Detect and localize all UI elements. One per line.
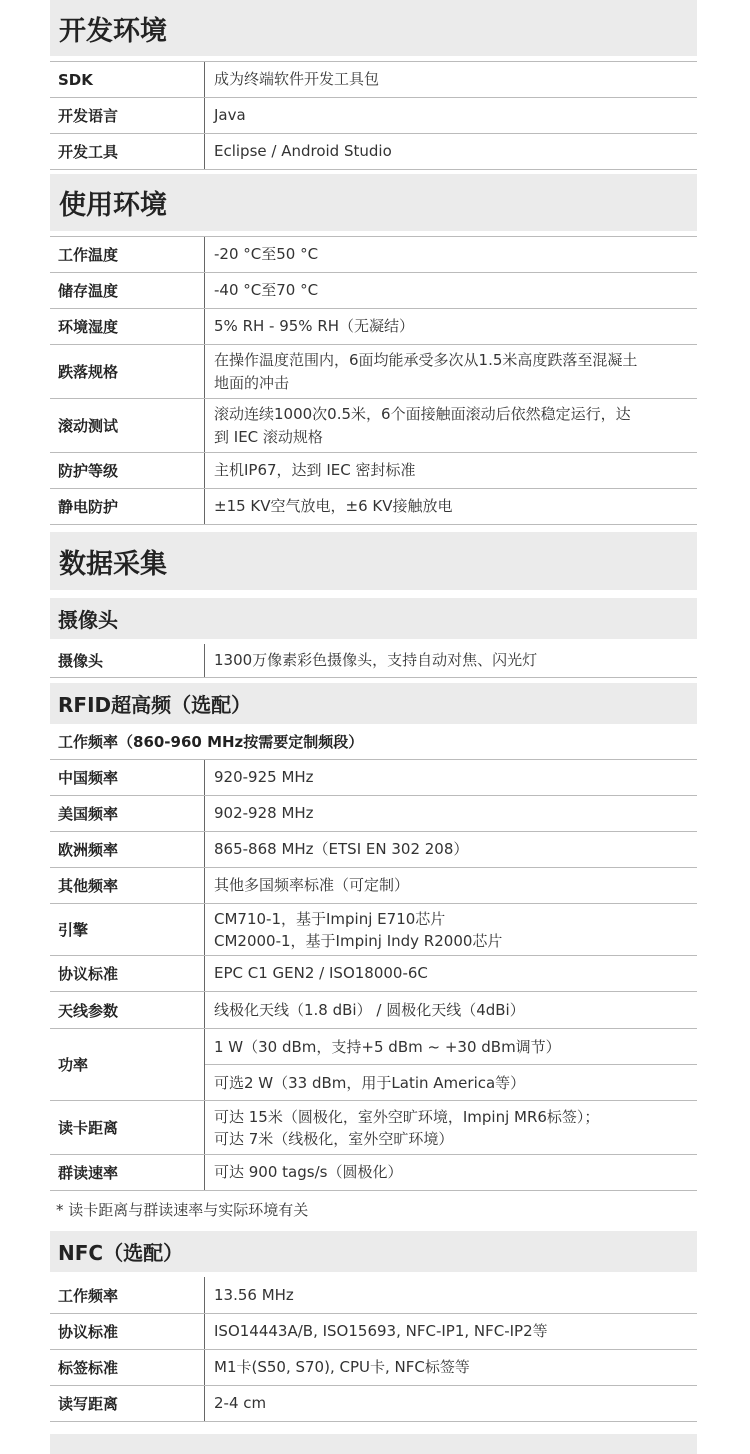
spec-row (50, 61, 697, 98)
spec-value: 13.56 MHz (204, 1277, 697, 1313)
rfid-frequency-note: 工作频率（860-960 MHz按需要定制频段） (50, 724, 697, 760)
spec-value (204, 345, 697, 398)
spec-value: 865-868 MHz（ETSI EN 302 208） (204, 832, 697, 867)
spec-value: ISO14443A/B, ISO15693, NFC-IP1, NFC-IP2等 (204, 1314, 697, 1349)
spec-value-line: 滚动连续1000次0.5米，6个面接触面滚动后依然稳定运行，达 (214, 404, 631, 423)
spec-row (50, 1350, 697, 1386)
spec-row (50, 832, 697, 868)
spec-value-group (204, 1029, 697, 1100)
spec-value (204, 1101, 697, 1154)
spec-value-line: CM710-1，基于Impinj E710芯片 (214, 909, 446, 928)
spec-value: 可达 900 tags/s（圆极化） (204, 1155, 697, 1190)
spec-row (50, 904, 697, 956)
spec-label: 美国频率 (58, 805, 119, 823)
spec-label: 中国频率 (58, 769, 119, 787)
spec-label: 工作频率 (58, 1286, 119, 1305)
spec-label: 防护等级 (58, 462, 119, 480)
spec-value: 成为终端软件开发工具包 (204, 62, 697, 97)
spec-value: 线极化天线（1.8 dBi） / 圆极化天线（4dBi） (204, 992, 697, 1028)
spec-value-line: 到 IEC 滚动规格 (214, 427, 323, 446)
spec-row (50, 992, 697, 1029)
spec-value: 2-4 cm (204, 1386, 697, 1421)
spec-row (50, 453, 697, 489)
spec-label: 环境湿度 (58, 318, 119, 336)
subsection-title: 摄像头 (58, 608, 118, 632)
section-header-dev-env (50, 0, 697, 56)
spec-value: EPC C1 GEN2 / ISO18000-6C (204, 956, 697, 991)
subsection-title: RFID超高频（选配） (58, 693, 252, 717)
spec-value: ±15 KV空气放电，±6 KV接触放电 (204, 489, 697, 524)
spec-row (50, 1155, 697, 1191)
subsection-title: NFC（选配） (58, 1241, 184, 1265)
spec-label: 跌落规格 (58, 363, 119, 381)
spec-row (50, 1386, 697, 1422)
spec-row (50, 796, 697, 832)
spec-label: 引擎 (58, 921, 89, 939)
spec-label: 天线参数 (58, 1001, 119, 1020)
spec-row (50, 98, 697, 134)
spec-label: 读写距离 (58, 1395, 119, 1413)
spec-row-power (50, 1029, 697, 1101)
subsection-header-camera (50, 598, 697, 639)
spec-value: 主机IP67，达到 IEC 密封标准 (204, 453, 697, 488)
section-header-use-env (50, 174, 697, 231)
spec-value: 其他多国频率标准（可定制） (204, 868, 697, 903)
spec-row (50, 236, 697, 273)
spec-row (50, 1314, 697, 1350)
section-title: 数据采集 (59, 548, 167, 580)
spec-label: 群读速率 (58, 1164, 119, 1182)
spec-value: Eclipse / Android Studio (204, 134, 697, 169)
spec-row (50, 1101, 697, 1155)
spec-value: -20 °C至50 °C (204, 237, 697, 272)
next-section-header-partial (50, 1434, 697, 1454)
spec-value-line: 地面的冲击 (214, 373, 290, 392)
spec-value: 可选2 W（33 dBm，用于Latin America等） (205, 1064, 697, 1100)
spec-label: 开发工具 (58, 143, 119, 161)
spec-value-line: CM2000-1，基于Impinj Indy R2000芯片 (214, 931, 503, 950)
subsection-header-rfid (50, 683, 697, 724)
spec-sheet (50, 0, 697, 1454)
spec-value-line: 可达 15米（圆极化，室外空旷环境，Impinj MR6标签）； (214, 1107, 600, 1126)
spec-value-line: 可达 7米（线极化，室外空旷环境） (214, 1129, 454, 1148)
spec-row (50, 644, 697, 678)
spec-value-line: 在操作温度范围内，6面均能承受多次从1.5米高度跌落至混凝土 (214, 350, 638, 369)
spec-row (50, 956, 697, 992)
spec-value (204, 399, 697, 452)
spec-label: 开发语言 (58, 107, 119, 125)
spec-label: 储存温度 (58, 282, 119, 300)
spec-row (50, 273, 697, 309)
spec-row (50, 1277, 697, 1314)
subsection-header-nfc (50, 1231, 697, 1272)
spec-row (50, 309, 697, 345)
spec-row (50, 489, 697, 525)
spec-label: 滚动测试 (58, 417, 119, 435)
spec-value: 1 W（30 dBm，支持+5 dBm ~ +30 dBm调节） (214, 1038, 561, 1056)
spec-value: 920-925 MHz (204, 760, 697, 795)
spec-label: 摄像头 (58, 652, 104, 670)
spec-row (50, 345, 697, 399)
spec-label: 其他频率 (58, 877, 119, 895)
section-title: 开发环境 (59, 15, 167, 47)
spec-value: 1300万像素彩色摄像头，支持自动对焦、闪光灯 (204, 644, 697, 677)
spec-value: 5% RH - 95% RH（无凝结） (204, 309, 697, 344)
spec-value (204, 904, 697, 955)
spec-row (50, 868, 697, 904)
spec-value: 902-928 MHz (204, 796, 697, 831)
section-header-data-capture (50, 532, 697, 590)
spec-row (50, 134, 697, 170)
spec-label: 协议标准 (58, 1323, 119, 1341)
spec-label: 协议标准 (58, 965, 119, 983)
footnote: * 读卡距离与群读速率与实际环境有关 (56, 1200, 309, 1219)
spec-row (50, 399, 697, 453)
spec-label: 标签标准 (58, 1359, 119, 1377)
spec-label: 读卡距离 (58, 1119, 119, 1137)
spec-value: -40 °C至70 °C (204, 273, 697, 308)
spec-label: SDK (58, 70, 93, 89)
spec-value: Java (204, 98, 697, 133)
section-title: 使用环境 (59, 190, 167, 221)
spec-label: 欧洲频率 (58, 841, 119, 859)
spec-label: 工作温度 (58, 246, 119, 264)
spec-label: 静电防护 (58, 498, 119, 516)
spec-value: M1卡(S50, S70), CPU卡, NFC标签等 (204, 1350, 697, 1385)
spec-row (50, 760, 697, 796)
spec-label: 功率 (58, 1056, 89, 1074)
